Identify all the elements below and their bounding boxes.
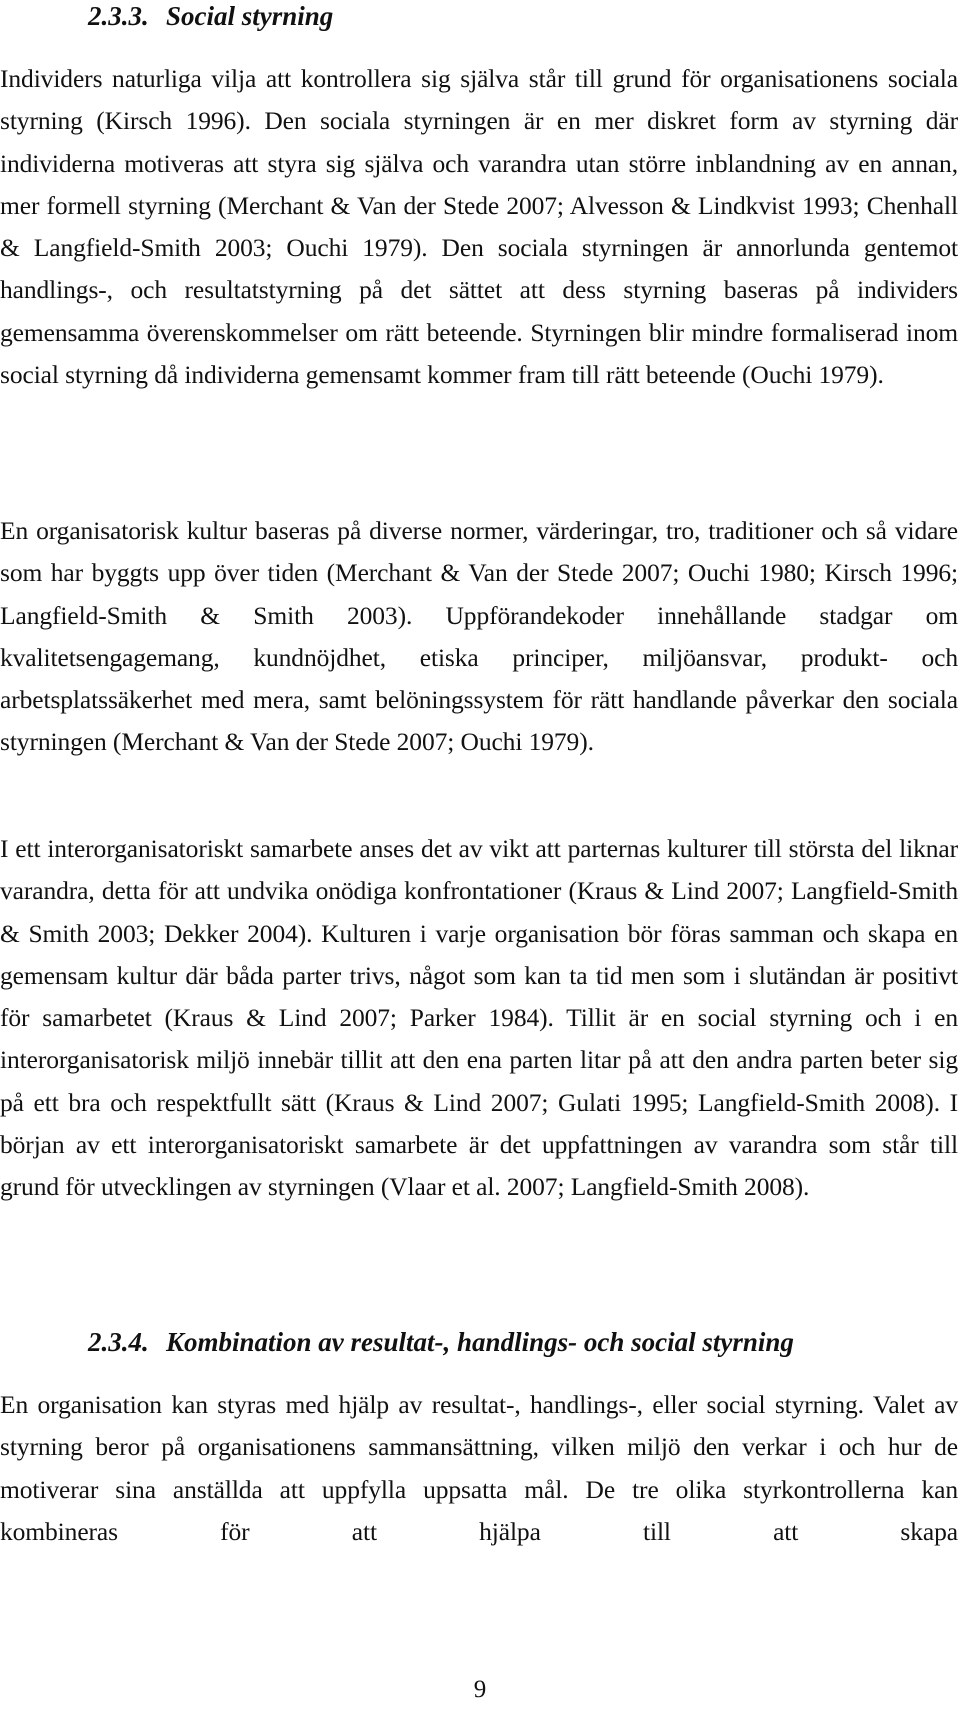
section-heading-2-3-3: [88, 0, 333, 32]
paragraph-interorganisatoriskt-samarbete: I ett interorganisatoriskt samarbete anses det av vikt att parternas kulturer till största del liknar varandra, detta för att undvika onödiga konfrontationer (Kraus & Lind 2007; Langfield-Smith & Smith 2003; Dekker 2004). Kulturen i varje organisation bör föras samman och skapa en gemensam kultur där båda parter trivs, något som kan ta tid men som i slutändan är positivt för samarbetet (Kraus & Lind 2007; Parker 1984). Tillit är en social styrning och i en interorganisatorisk miljö innebär tillit att den ena parten litar på att den andra parten beter sig på ett bra och respektfullt sätt (Kraus & Lind 2007; Gulati 1995; Langfield-Smith 2008). I början av ett interorganisatoriskt samarbete är det uppfattningen av varandra som står till grund för utvecklingen av styrningen (Vlaar et al. 2007; Langfield-Smith 2008).: [0, 834, 958, 1202]
section-number: 2.3.3.: [88, 1, 149, 31]
paragraph-organisatorisk-kultur: En organisatorisk kultur baseras på diverse normer, värderingar, tro, traditioner och så vidare som har byggts upp över tiden (Merchant & Van der Stede 2007; Ouchi 1980; Kirsch 1996; Langfield-Smith & Smith 2003). Uppförandekoder innehållande stadgar om kvalitetsengagemang, kundnöjdhet, etiska principer, miljöansvar, produkt- och arbetsplatssäkerhet med mera, samt belöningssystem för rätt handlande påverkar den sociala styrningen (Merchant & Van der Stede 2007; Ouchi 1979).: [0, 516, 958, 757]
section-heading-2-3-4: [88, 1326, 794, 1358]
section-title: Kombination av resultat-, handlings- och social styrning: [166, 1327, 794, 1357]
section-title: Social styrning: [166, 1, 334, 31]
section-number: 2.3.4.: [88, 1327, 149, 1357]
page-number: 9: [473, 1676, 487, 1703]
paragraph-kombination: En organisation kan styras med hjälp av resultat-, handlings-, eller social styrning. Valet av styrning beror på organisationens sammansättning, vilken miljö den verkar i och hur de motiverar sina anställda att uppfylla uppsatta mål. De tre olika styrkontrollerna kan kombineras för att hjälpa till att skapa: [0, 1390, 958, 1546]
paragraph-social-styrning: Individers naturliga vilja att kontrollera sig själva står till grund för organisationens sociala styrning (Kirsch 1996). Den sociala styrningen är en mer diskret form av styrning där individerna motiveras att styra sig själva och varandra utan större inblandning av en annan, mer formell styrning (Merchant & Van der Stede 2007; Alvesson & Lindkvist 1993; Chenhall & Langfield-Smith 2003; Ouchi 1979). Den sociala styrningen är annorlunda gentemot handlings-, och resultatstyrning på det sättet att dess styrning baseras på individers gemensamma överenskommelser om rätt beteende. Styrningen blir mindre formaliserad inom social styrning då individerna gemensamt kommer fram till rätt beteende (Ouchi 1979).: [0, 64, 958, 390]
